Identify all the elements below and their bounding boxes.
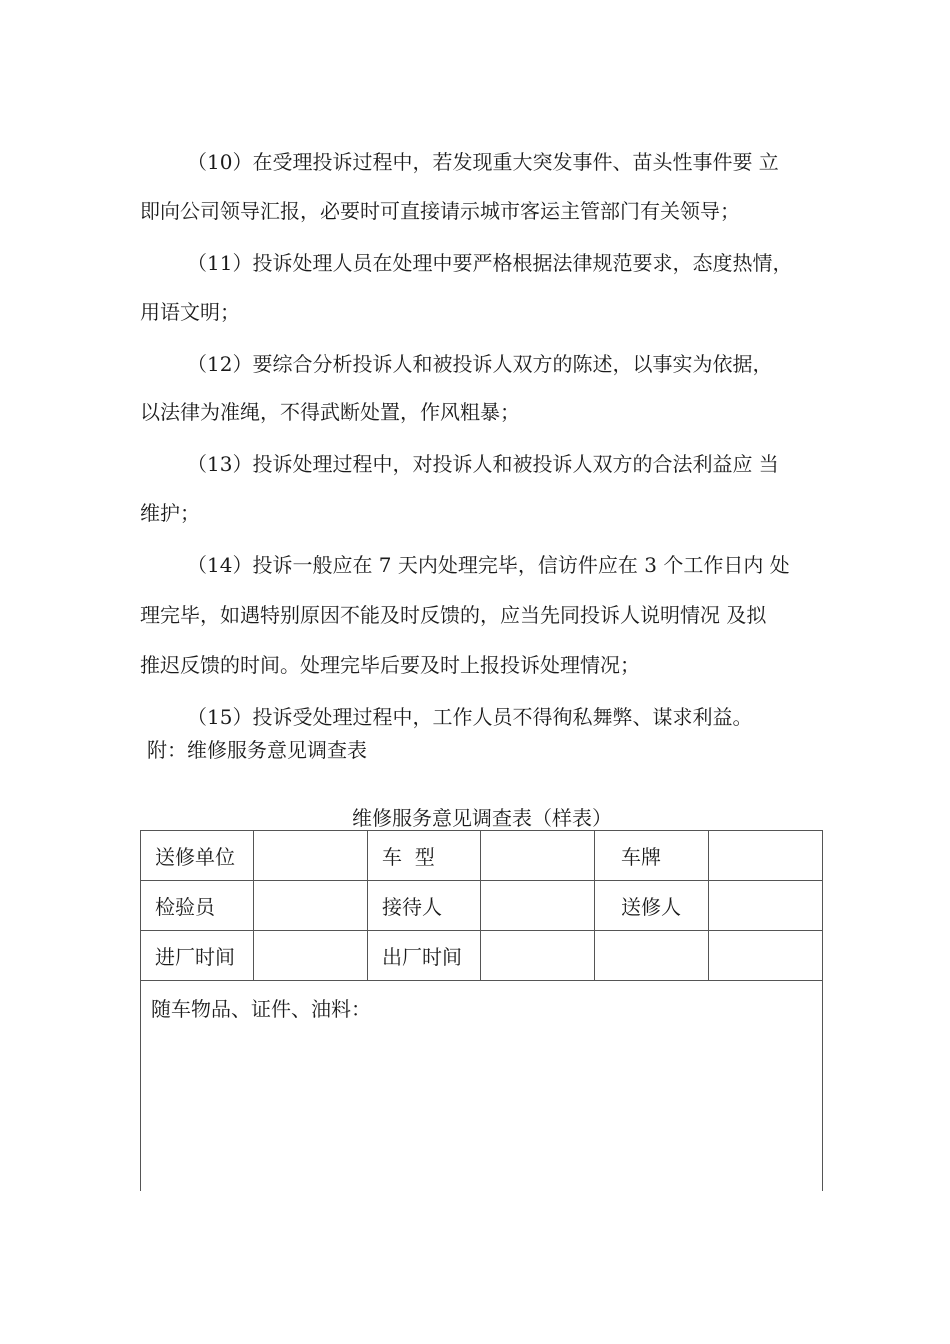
- input-cell[interactable]: [481, 931, 595, 981]
- input-cell[interactable]: [709, 881, 823, 931]
- paragraph-12-line-2: 以法律为准绳，不得武断处置，作风粗暴；: [140, 400, 520, 424]
- label-cell: 接待人: [368, 881, 481, 931]
- items-cell[interactable]: 随车物品、证件、油料：: [141, 981, 823, 1192]
- paragraph-10-line-1: [187, 150, 824, 174]
- table-row: [141, 881, 823, 931]
- input-cell[interactable]: [595, 931, 709, 981]
- paragraph-10-line-2: 即向公司领导汇报，必要时可直接请示城市客运主管部门有关领导；: [140, 199, 740, 223]
- label-cell: 车牌: [595, 831, 709, 881]
- form-title: 维修服务意见调查表（样表）: [352, 806, 612, 830]
- label-cell: 送修单位: [141, 831, 254, 881]
- input-cell[interactable]: [481, 831, 595, 881]
- table-row: [141, 931, 823, 981]
- paragraph-text: （10）在受理投诉过程中，若发现重大突发事件、苗头性事件要 立: [187, 150, 779, 174]
- paragraph-13-line-1: （13）投诉处理过程中，对投诉人和被投诉人双方的合法利益应 当: [187, 452, 779, 476]
- input-cell[interactable]: [254, 831, 368, 881]
- label-cell: 车 型: [368, 831, 481, 881]
- paragraph-11-line-2: 用语文明；: [140, 300, 240, 324]
- survey-form-table: [140, 830, 823, 1191]
- paragraph-11-line-1: （11）投诉处理人员在处理中要严格根据法律规范要求，态度热情，: [187, 251, 793, 275]
- attachment-note: 附：维修服务意见调查表: [147, 738, 367, 762]
- table-row: [141, 831, 823, 881]
- paragraph-14-line-1: （14）投诉一般应在 7 天内处理完毕，信访件应在 3 个工作日内 处: [187, 553, 790, 577]
- input-cell[interactable]: [254, 931, 368, 981]
- paragraph-15-line-1: （15）投诉受处理过程中，工作人员不得徇私舞弊、谋求利益。: [187, 705, 753, 729]
- input-cell[interactable]: [709, 831, 823, 881]
- input-cell[interactable]: [709, 931, 823, 981]
- input-cell[interactable]: [254, 881, 368, 931]
- label-cell: 进厂时间: [141, 931, 254, 981]
- paragraph-14-line-2: 理完毕，如遇特别原因不能及时反馈的，应当先同投诉人说明情况 及拟: [140, 603, 767, 627]
- table-row: [141, 981, 823, 1192]
- input-cell[interactable]: [481, 881, 595, 931]
- paragraph-14-line-3: 推迟反馈的时间。处理完毕后要及时上报投诉处理情况；: [140, 653, 640, 677]
- label-cell: 送修人: [595, 881, 709, 931]
- label-cell: 出厂时间: [368, 931, 481, 981]
- label-cell: 检验员: [141, 881, 254, 931]
- paragraph-12-line-1: （12）要综合分析投诉人和被投诉人双方的陈述，以事实为依据，: [187, 352, 773, 376]
- paragraph-13-line-2: 维护；: [140, 501, 200, 525]
